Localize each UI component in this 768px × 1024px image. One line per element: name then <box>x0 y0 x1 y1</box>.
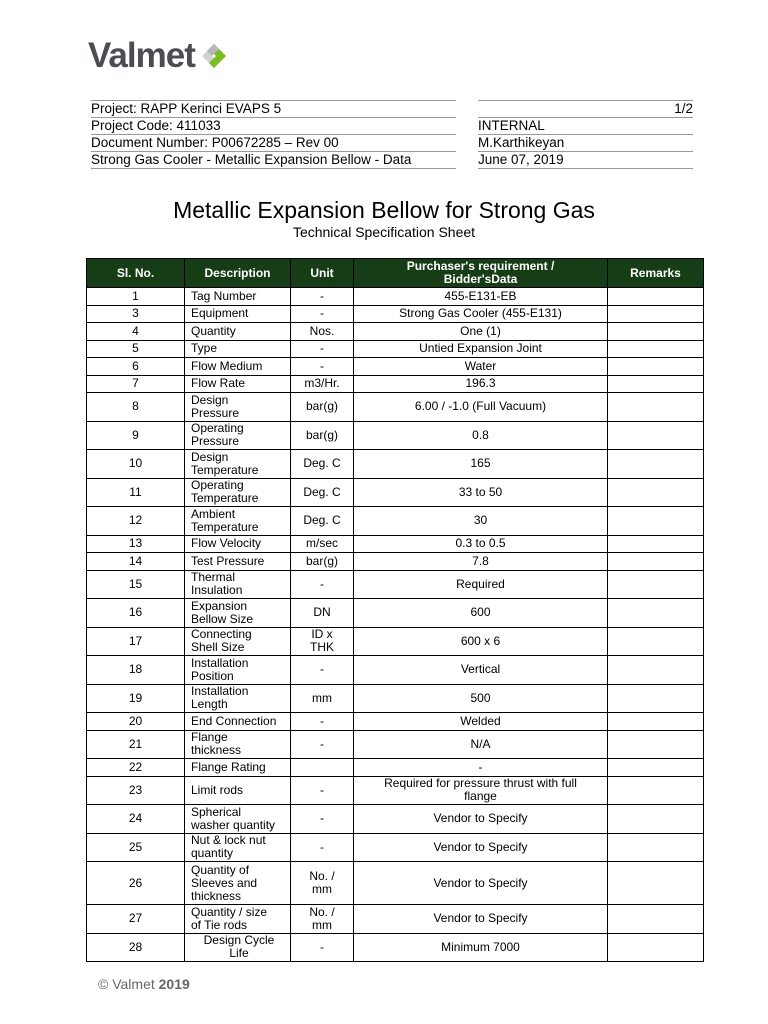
table-row <box>87 599 704 628</box>
row-value-line1: Required for pressure thrust with full <box>384 776 577 791</box>
table-row <box>87 570 704 599</box>
row-description <box>185 862 291 905</box>
row-value-line1: Strong Gas Cooler (455-E131) <box>399 306 562 321</box>
row-unit-line1: bar(g) <box>305 399 338 414</box>
row-sl-no: 27 <box>87 905 185 934</box>
row-value <box>354 507 608 536</box>
row-unit-line1: Nos. <box>309 323 335 338</box>
row-value-line1: Required <box>456 576 505 591</box>
row-sl-no: 16 <box>87 599 185 628</box>
row-unit-line1: - <box>320 288 324 303</box>
row-description-line1: Test Pressure <box>191 553 265 568</box>
row-description <box>185 553 291 571</box>
row-description <box>185 507 291 536</box>
table-row <box>87 730 704 759</box>
row-sl-no: 25 <box>87 833 185 862</box>
table-row <box>87 905 704 934</box>
row-value <box>354 340 608 358</box>
row-unit <box>291 450 354 479</box>
row-remarks <box>608 905 704 934</box>
table-row <box>87 305 704 323</box>
row-description <box>185 323 291 341</box>
row-description-line1: Thermal <box>191 570 236 585</box>
row-value-line1: 600 <box>470 605 491 620</box>
row-unit-line2: mm <box>312 882 332 896</box>
row-description <box>185 759 291 777</box>
row-unit <box>291 933 354 962</box>
row-description-line2: Temperature <box>191 462 259 477</box>
row-description <box>185 933 291 962</box>
row-value-line1: One (1) <box>460 323 501 338</box>
row-sl-no: 22 <box>87 759 185 777</box>
header-sl-no: Sl. No. <box>87 259 185 288</box>
row-remarks <box>608 833 704 862</box>
row-remarks <box>608 340 704 358</box>
row-description <box>185 305 291 323</box>
row-unit <box>291 375 354 393</box>
row-unit-line1: Deg. C <box>303 456 341 471</box>
row-remarks <box>608 933 704 962</box>
table-row <box>87 862 704 905</box>
header-remarks: Remarks <box>608 259 704 288</box>
row-value-line1: 33 to 50 <box>458 484 503 499</box>
row-description-line1: Flow Medium <box>191 358 263 373</box>
row-unit <box>291 570 354 599</box>
row-value <box>354 305 608 323</box>
header-unit: Unit <box>291 259 354 288</box>
row-description <box>185 288 291 306</box>
table-row <box>87 358 704 376</box>
header-requirement-line2: Bidder'sData <box>443 272 518 286</box>
row-value-line1: Vendor to Specify <box>433 911 528 926</box>
row-remarks <box>608 759 704 777</box>
row-value-line1: Minimum 7000 <box>441 939 520 954</box>
row-description-line1: Design <box>191 392 229 407</box>
row-description-line1: Flange Rating <box>191 759 266 774</box>
row-sl-no: 12 <box>87 507 185 536</box>
row-value <box>354 288 608 306</box>
valmet-arrow-icon <box>198 38 234 74</box>
row-unit-line1: - <box>320 341 324 356</box>
row-description <box>185 684 291 713</box>
row-value-line1: - <box>478 759 483 774</box>
row-value <box>354 450 608 479</box>
row-description-line2: Insulation <box>191 583 243 598</box>
row-unit-line1: - <box>320 662 324 677</box>
row-value-line1: 6.00 / -1.0 (Full Vacuum) <box>414 399 547 414</box>
row-unit <box>291 323 354 341</box>
row-remarks <box>608 570 704 599</box>
row-value-line1: Vendor to Specify <box>433 811 528 826</box>
row-description <box>185 478 291 507</box>
row-remarks <box>608 599 704 628</box>
row-description-line1: Nut & lock nut <box>191 833 266 848</box>
row-description-line2: Temperature <box>191 491 259 506</box>
row-description <box>185 627 291 656</box>
row-value <box>354 684 608 713</box>
row-sl-no: 24 <box>87 805 185 834</box>
row-remarks <box>608 862 704 905</box>
row-description-line2: Pressure <box>191 434 240 449</box>
row-unit-line1: bar(g) <box>305 427 338 442</box>
row-unit-line1: - <box>320 782 324 797</box>
row-unit <box>291 776 354 805</box>
table-row <box>87 713 704 731</box>
row-unit <box>291 507 354 536</box>
row-value-line1: Vendor to Specify <box>433 875 528 890</box>
table-row <box>87 553 704 571</box>
row-sl-no: 3 <box>87 305 185 323</box>
row-description-line2: Position <box>191 668 234 683</box>
row-description <box>185 340 291 358</box>
row-value <box>354 933 608 962</box>
header-left-block <box>91 100 456 169</box>
row-unit-line1: - <box>320 576 324 591</box>
row-unit <box>291 833 354 862</box>
row-description-line1: End Connection <box>191 713 277 728</box>
row-value-line1: Vertical <box>460 662 501 677</box>
row-value <box>354 570 608 599</box>
specification-table <box>86 258 704 962</box>
table-row <box>87 375 704 393</box>
row-unit <box>291 730 354 759</box>
row-description-line2: washer quantity <box>191 817 276 832</box>
row-value-line1: Welded <box>460 713 501 728</box>
row-description-line1: Quantity of <box>191 862 250 877</box>
table-row <box>87 478 704 507</box>
row-description-line2: Length <box>191 697 228 712</box>
row-sl-no: 7 <box>87 375 185 393</box>
row-sl-no: 8 <box>87 393 185 422</box>
project-code: Project Code: 411033 <box>91 118 456 135</box>
row-remarks <box>608 805 704 834</box>
row-unit-line1: No. / <box>309 869 335 883</box>
copyright-year: 2019 <box>158 976 190 992</box>
row-description-line2: Life <box>229 946 249 961</box>
table-row <box>87 805 704 834</box>
row-description <box>185 730 291 759</box>
row-remarks <box>608 684 704 713</box>
row-value <box>354 759 608 777</box>
row-value-line1: 600 x 6 <box>460 633 501 648</box>
table-row <box>87 450 704 479</box>
row-description <box>185 599 291 628</box>
row-remarks <box>608 288 704 306</box>
row-unit <box>291 340 354 358</box>
row-unit-line1: Deg. C <box>303 484 341 499</box>
row-description <box>185 358 291 376</box>
page-subtitle: Technical Specification Sheet <box>292 224 476 240</box>
row-sl-no: 28 <box>87 933 185 962</box>
row-unit-line1: - <box>320 839 324 854</box>
row-unit <box>291 358 354 376</box>
row-value <box>354 905 608 934</box>
row-unit <box>291 393 354 422</box>
row-unit <box>291 305 354 323</box>
table-header-row <box>87 259 704 288</box>
row-remarks <box>608 421 704 450</box>
row-value-line1: Untied Expansion Joint <box>419 341 542 356</box>
row-sl-no: 20 <box>87 713 185 731</box>
row-description-line1: Design <box>191 449 229 464</box>
row-sl-no: 9 <box>87 421 185 450</box>
row-value-line1: Vendor to Specify <box>433 839 528 854</box>
row-description <box>185 421 291 450</box>
row-description-line2: Shell Size <box>191 640 245 655</box>
row-value <box>354 730 608 759</box>
page-title: Metallic Expansion Bellow for Strong Gas <box>173 197 595 223</box>
row-value <box>354 535 608 553</box>
row-remarks <box>608 323 704 341</box>
row-remarks <box>608 627 704 656</box>
table-row <box>87 323 704 341</box>
row-remarks <box>608 358 704 376</box>
row-description-line1: Equipment <box>191 306 249 321</box>
document-subject: Strong Gas Cooler - Metallic Expansion Bellow - Data <box>91 152 456 169</box>
row-unit <box>291 905 354 934</box>
table-row <box>87 933 704 962</box>
row-value <box>354 421 608 450</box>
table-row <box>87 507 704 536</box>
row-description-line1: Flow Velocity <box>191 536 262 551</box>
row-unit <box>291 759 354 777</box>
row-unit-line1: bar(g) <box>305 553 338 568</box>
row-value <box>354 599 608 628</box>
document-number: Document Number: P00672285 – Rev 00 <box>91 135 456 152</box>
row-description-line1: Quantity <box>191 323 236 338</box>
table-row <box>87 656 704 685</box>
row-unit <box>291 553 354 571</box>
copyright-text: © Valmet <box>98 976 155 992</box>
row-sl-no: 5 <box>87 340 185 358</box>
row-sl-no: 23 <box>87 776 185 805</box>
row-sl-no: 26 <box>87 862 185 905</box>
footer-copyright <box>98 976 190 992</box>
row-description <box>185 776 291 805</box>
row-description <box>185 450 291 479</box>
row-description-line1: Design Cycle <box>203 933 275 948</box>
table-row <box>87 393 704 422</box>
valmet-logo <box>88 36 234 76</box>
row-description-line2: quantity <box>191 846 234 861</box>
row-unit-line1: - <box>320 736 324 751</box>
row-sl-no: 1 <box>87 288 185 306</box>
row-unit <box>291 713 354 731</box>
table-row <box>87 684 704 713</box>
row-sl-no: 18 <box>87 656 185 685</box>
row-unit <box>291 805 354 834</box>
row-unit <box>291 862 354 905</box>
row-value-line2: flange <box>464 789 497 804</box>
row-value <box>354 393 608 422</box>
row-description-line1: Flow Rate <box>191 376 246 391</box>
row-remarks <box>608 305 704 323</box>
row-value <box>354 862 608 905</box>
row-sl-no: 19 <box>87 684 185 713</box>
row-unit-line1: No. / <box>309 904 335 919</box>
row-description-line1: Limit rods <box>191 782 244 797</box>
row-description-line1: Ambient <box>191 506 236 521</box>
row-value-line1: 0.3 to 0.5 <box>455 536 506 551</box>
row-unit-line1: ID x <box>311 627 333 642</box>
row-unit <box>291 627 354 656</box>
author: M.Karthikeyan <box>478 135 693 152</box>
header-description: Description <box>185 259 291 288</box>
row-value <box>354 553 608 571</box>
row-unit <box>291 684 354 713</box>
table-row <box>87 288 704 306</box>
row-sl-no: 4 <box>87 323 185 341</box>
row-unit-line1: m3/Hr. <box>304 376 340 391</box>
row-remarks <box>608 393 704 422</box>
row-unit-line1: mm <box>312 690 332 705</box>
row-value-line1: 0.8 <box>472 427 489 442</box>
row-unit <box>291 656 354 685</box>
row-value <box>354 805 608 834</box>
row-unit-line1: - <box>320 306 324 321</box>
row-value <box>354 776 608 805</box>
table-row <box>87 627 704 656</box>
row-sl-no: 10 <box>87 450 185 479</box>
row-sl-no: 21 <box>87 730 185 759</box>
row-unit-line1: DN <box>313 605 331 620</box>
header-requirement <box>354 259 608 288</box>
row-remarks <box>608 450 704 479</box>
row-description-line1: Quantity / size <box>191 904 268 919</box>
row-description-line3: thickness <box>191 888 242 903</box>
row-value-line1: 30 <box>473 513 488 528</box>
row-description <box>185 570 291 599</box>
row-sl-no: 14 <box>87 553 185 571</box>
row-value-line1: 196.3 <box>465 376 496 391</box>
row-description-line1: Installation <box>191 684 249 699</box>
row-description <box>185 805 291 834</box>
table-row <box>87 535 704 553</box>
table-row <box>87 759 704 777</box>
row-sl-no: 13 <box>87 535 185 553</box>
row-description-line1: Operating <box>191 421 244 436</box>
row-unit <box>291 599 354 628</box>
row-description <box>185 535 291 553</box>
table-row <box>87 421 704 450</box>
row-unit <box>291 535 354 553</box>
row-value <box>354 375 608 393</box>
row-description <box>185 656 291 685</box>
table-row <box>87 833 704 862</box>
row-unit <box>291 421 354 450</box>
row-description <box>185 713 291 731</box>
row-value <box>354 713 608 731</box>
row-remarks <box>608 375 704 393</box>
row-remarks <box>608 478 704 507</box>
row-remarks <box>608 713 704 731</box>
row-description-line1: Operating <box>191 478 244 493</box>
row-value <box>354 478 608 507</box>
row-value <box>354 358 608 376</box>
row-unit-line2: mm <box>312 917 332 932</box>
row-value-line1: Water <box>464 358 497 373</box>
row-sl-no: 11 <box>87 478 185 507</box>
table-row <box>87 340 704 358</box>
row-unit-line1: m/sec <box>305 536 338 551</box>
row-value-line1: 455-E131-EB <box>444 288 517 303</box>
row-value-line1: 500 <box>470 690 491 705</box>
row-remarks <box>608 656 704 685</box>
row-unit-line1: Deg. C <box>303 513 341 528</box>
row-description-line2: of Tie rods <box>191 917 248 932</box>
row-unit-line1: - <box>320 939 324 954</box>
row-unit-line1: - <box>320 713 324 728</box>
row-unit <box>291 478 354 507</box>
row-value-line1: 7.8 <box>472 553 489 568</box>
row-unit-line2: THK <box>310 640 334 655</box>
row-remarks <box>608 535 704 553</box>
row-sl-no: 17 <box>87 627 185 656</box>
row-description <box>185 375 291 393</box>
row-description-line2: Pressure <box>191 405 240 420</box>
row-description-line2: thickness <box>191 743 242 758</box>
row-remarks <box>608 553 704 571</box>
header-requirement-line1: Purchaser's requirement / <box>406 259 555 273</box>
row-description-line1: Connecting <box>191 627 252 642</box>
row-unit-line1: - <box>320 358 324 373</box>
header-right-block <box>478 100 693 169</box>
row-description-line1: Tag Number <box>191 288 257 303</box>
row-unit <box>291 288 354 306</box>
row-sl-no: 15 <box>87 570 185 599</box>
row-description-line1: Flange <box>191 730 228 745</box>
row-description-line1: Type <box>191 341 218 356</box>
row-value-line1: N/A <box>470 736 491 751</box>
row-remarks <box>608 730 704 759</box>
row-value <box>354 656 608 685</box>
row-description <box>185 833 291 862</box>
logo-wordmark: Valmet <box>88 36 195 75</box>
document-date: June 07, 2019 <box>478 152 693 169</box>
row-value <box>354 833 608 862</box>
page-number: 1/2 <box>478 100 693 118</box>
row-description-line1: Installation <box>191 655 249 670</box>
row-description-line2: Temperature <box>191 519 259 534</box>
row-description-line2: Sleeves and <box>191 875 258 890</box>
row-description-line2: Bellow Size <box>191 611 254 626</box>
row-unit-line1: - <box>320 811 324 826</box>
row-description-line1: Spherical <box>191 804 242 819</box>
row-value-line1: 165 <box>470 456 491 471</box>
row-description <box>185 905 291 934</box>
row-description-line1: Expansion <box>191 598 248 613</box>
row-remarks <box>608 776 704 805</box>
row-description <box>185 393 291 422</box>
row-remarks <box>608 507 704 536</box>
row-value <box>354 323 608 341</box>
table-row <box>87 776 704 805</box>
row-sl-no: 6 <box>87 358 185 376</box>
classification: INTERNAL <box>478 118 693 135</box>
project-name: Project: RAPP Kerinci EVAPS 5 <box>91 100 456 118</box>
row-value <box>354 627 608 656</box>
